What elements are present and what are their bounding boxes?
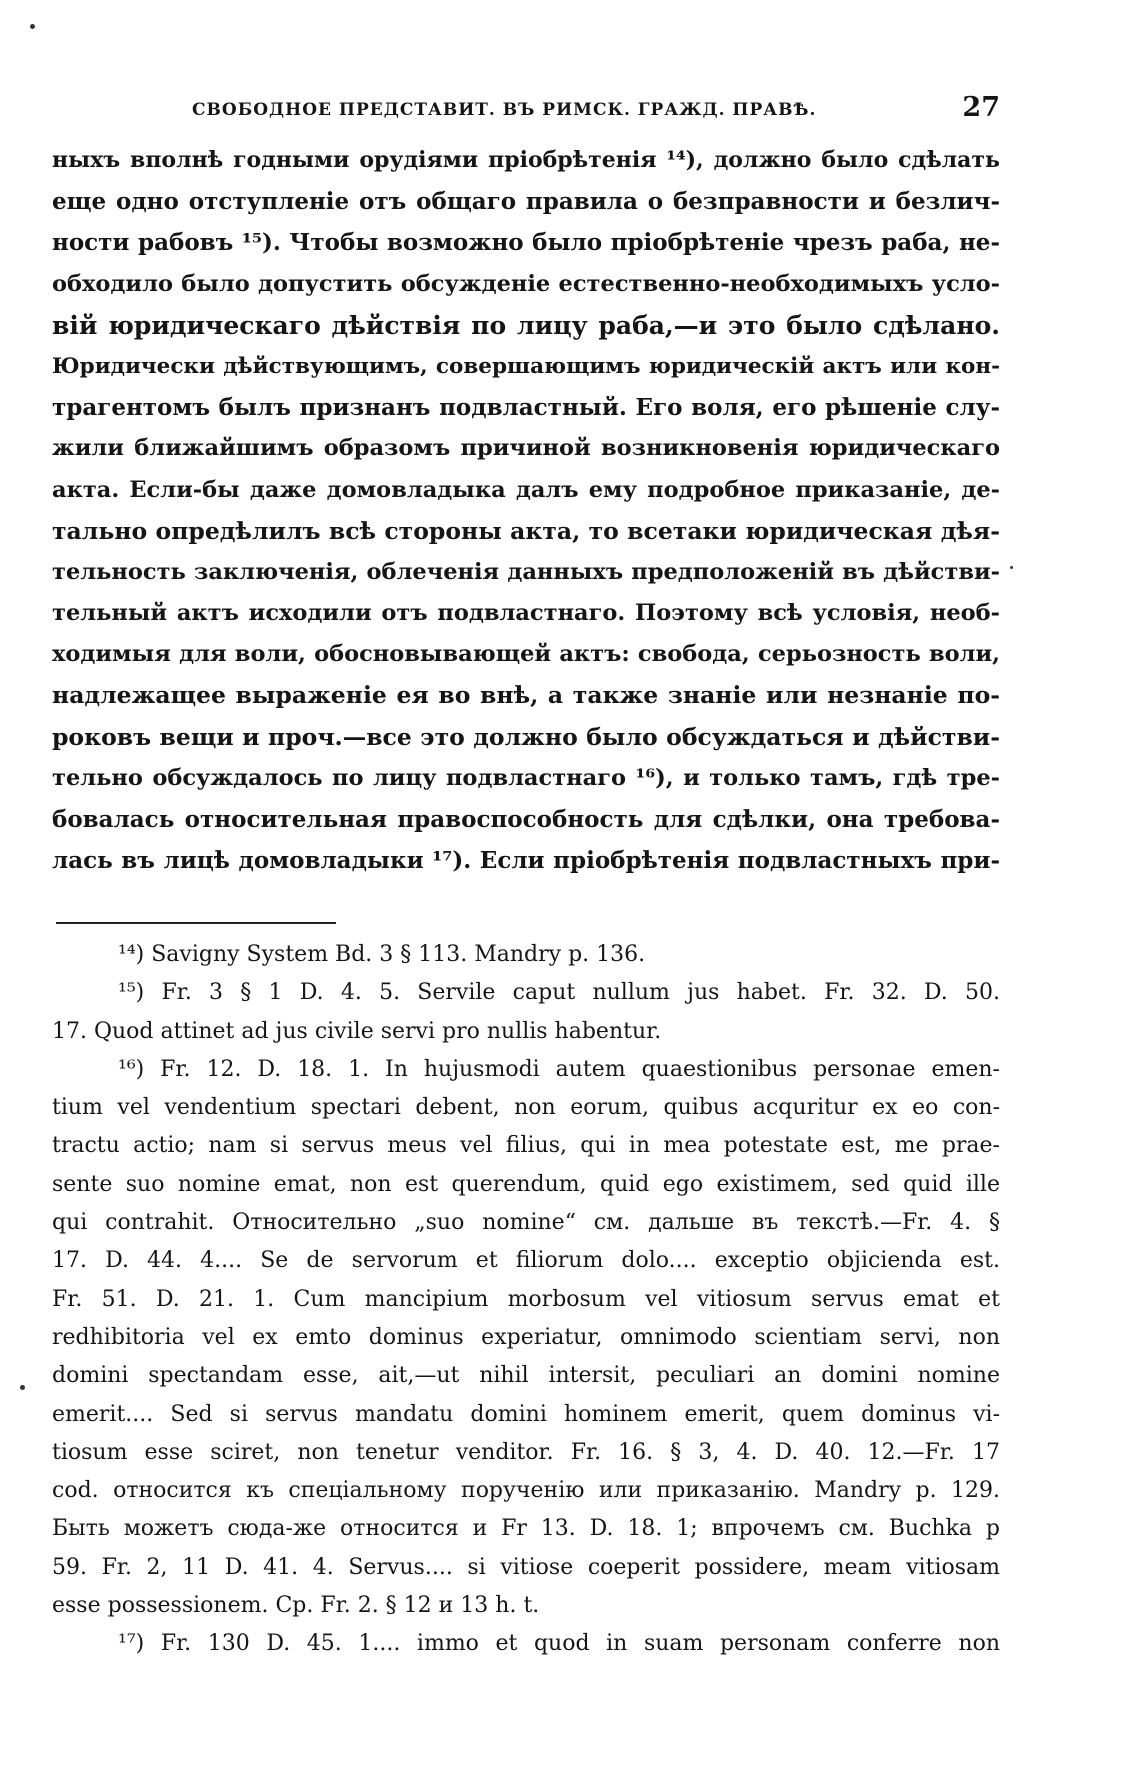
page-number: 27 xyxy=(962,92,1000,123)
scan-speck xyxy=(30,24,35,29)
footnote-line: ¹⁴) Savigny System Bd. 3 § 113. Mandry p. 136. xyxy=(118,942,646,967)
footnote-line: tiosum esse sciret, non tenetur venditor. Fr. 16. § 3, 4. D. 40. 12.—Fr. 17 xyxy=(52,1439,1000,1465)
footnote-line: tractu actio; nam si servus meus vel filius, qui in mea potestate est, me prae- xyxy=(52,1133,1000,1159)
footnote-line: cod. относится къ спеціальному порученію или приказанію. Mandry p. 129. xyxy=(52,1478,1000,1504)
footnote-line: 59. Fr. 2, 11 D. 41. 4. Servus.... si vitiose coeperit possidere, meam vitiosam xyxy=(52,1554,1000,1580)
footnote-line: 17. Quod attinet ad jus civile servi pro nullis habentur. xyxy=(52,1018,662,1044)
main-text xyxy=(52,140,1000,881)
footnote-line: emerit.... Sed si servus mandatu domini hominem emerit, quem dominus vi- xyxy=(52,1401,1000,1427)
text-line: вій юридическаго дѣйствія по лицу раба,—и это было сдѣлано. xyxy=(52,310,1000,340)
text-line: акта. Если-бы даже домовладыка далъ ему подробное приказаніе, де- xyxy=(52,476,1000,503)
text-line: ходимыя для воли, обосновывающей актъ: свобода, серьозность воли, xyxy=(52,641,1000,668)
text-line: тально опредѣлилъ всѣ стороны акта, то всетаки юридическая дѣя- xyxy=(52,516,1000,545)
footnote-line: esse possessionem. Cp. Fr. 2. § 12 и 13 h. t. xyxy=(52,1593,540,1619)
footnote-line: ¹⁶) Fr. 12. D. 18. 1. In hujusmodi autem quaestionibus personae emen- xyxy=(118,1056,1000,1082)
text-line: ности рабовъ ¹⁵). Чтобы возможно было пріобрѣтеніе чрезъ раба, не- xyxy=(52,229,1000,257)
text-line: бовалась относительная правоспособность для сдѣлки, она требова- xyxy=(52,806,1000,833)
footnote-line: domini spectandam esse, ait,—ut nihil intersit, peculiari an domini nomine xyxy=(52,1363,1000,1389)
text-line: ныхъ вполнѣ годными орудіями пріобрѣтенія ¹⁴), должно было сдѣлать xyxy=(52,147,1000,173)
footnote-line: redhibitoria vel ex emto dominus experiatur, omnimodo scientiam servi, non xyxy=(52,1324,1000,1350)
footnote-line: ¹⁵) Fr. 3 § 1 D. 4. 5. Servile caput nullum jus habet. Fr. 32. D. 50. xyxy=(118,980,1000,1006)
footnote-line: tium vel vendentium spectari debent, non eorum, quibus acquritur ex eo con- xyxy=(52,1095,1000,1121)
scan-speck xyxy=(1010,566,1013,569)
footnote-line: Fr. 51. D. 21. 1. Cum mancipium morbosum vel vitiosum servus emat et xyxy=(52,1286,1000,1312)
text-line: роковъ вещи и проч.—все это должно было обсуждаться и дѣйстви- xyxy=(52,722,1000,751)
running-title: СВОБОДНОЕ ПРЕДСТАВИТ. ВЪ РИМСК. ГРАЖД. ПРАВѢ. xyxy=(192,100,817,120)
text-line: трагентомъ былъ признанъ подвластный. Его воля, его рѣшеніе слу- xyxy=(52,394,1000,422)
footnote-divider xyxy=(56,922,336,924)
text-line: лась въ лицѣ домовладыки ¹⁷). Если пріобрѣтенія подвластныхъ при- xyxy=(52,847,1000,875)
scan-speck xyxy=(20,1385,25,1390)
text-line: Юридически дѣйствующимъ, совершающимъ юридическій актъ или кон- xyxy=(52,353,1000,379)
page-header xyxy=(140,92,1000,132)
footnote-line: 17. D. 44. 4.... Se de servorum et filiorum dolo.... exceptio objicienda est. xyxy=(52,1248,1000,1274)
footnotes xyxy=(52,936,1000,1664)
text-line: еще одно отступленіе отъ общаго правила о безправности и безлич- xyxy=(52,188,1000,216)
footnote-line: Быть можетъ сюда-же относится и Fr 13. D. 18. 1; впрочемъ см. Buchka p xyxy=(52,1516,1000,1542)
text-line: обходило было допустить обсужденіе естественно-необходимыхъ усло- xyxy=(52,270,1000,297)
footnote-line: sente suo nomine emat, non est querendum, quid ego existimem, sed quid ille xyxy=(52,1171,1000,1197)
footnote-line: ¹⁷) Fr. 130 D. 45. 1.... immo et quod in suam personam conferre non xyxy=(118,1631,1000,1657)
text-line: надлежащее выраженіе ея во внѣ, а также знаніе или незнаніе по- xyxy=(52,681,1000,710)
text-line: жили ближайшимъ образомъ причиной возникновенія юридическаго xyxy=(52,435,1000,462)
footnote-line: qui contrahit. Относительно „suo nomine“ см. дальше въ текстѣ.—Fr. 4. § xyxy=(52,1210,1000,1236)
text-line: тельный актъ исходили отъ подвластнаго. Поэтому всѣ условія, необ- xyxy=(52,600,1000,627)
text-line: тельность заключенія, облеченія данныхъ предположеній въ дѣйстви- xyxy=(52,558,1000,585)
text-line: тельно обсуждалось по лицу подвластнаго ¹⁶), и только тамъ, гдѣ тре- xyxy=(52,764,1000,791)
